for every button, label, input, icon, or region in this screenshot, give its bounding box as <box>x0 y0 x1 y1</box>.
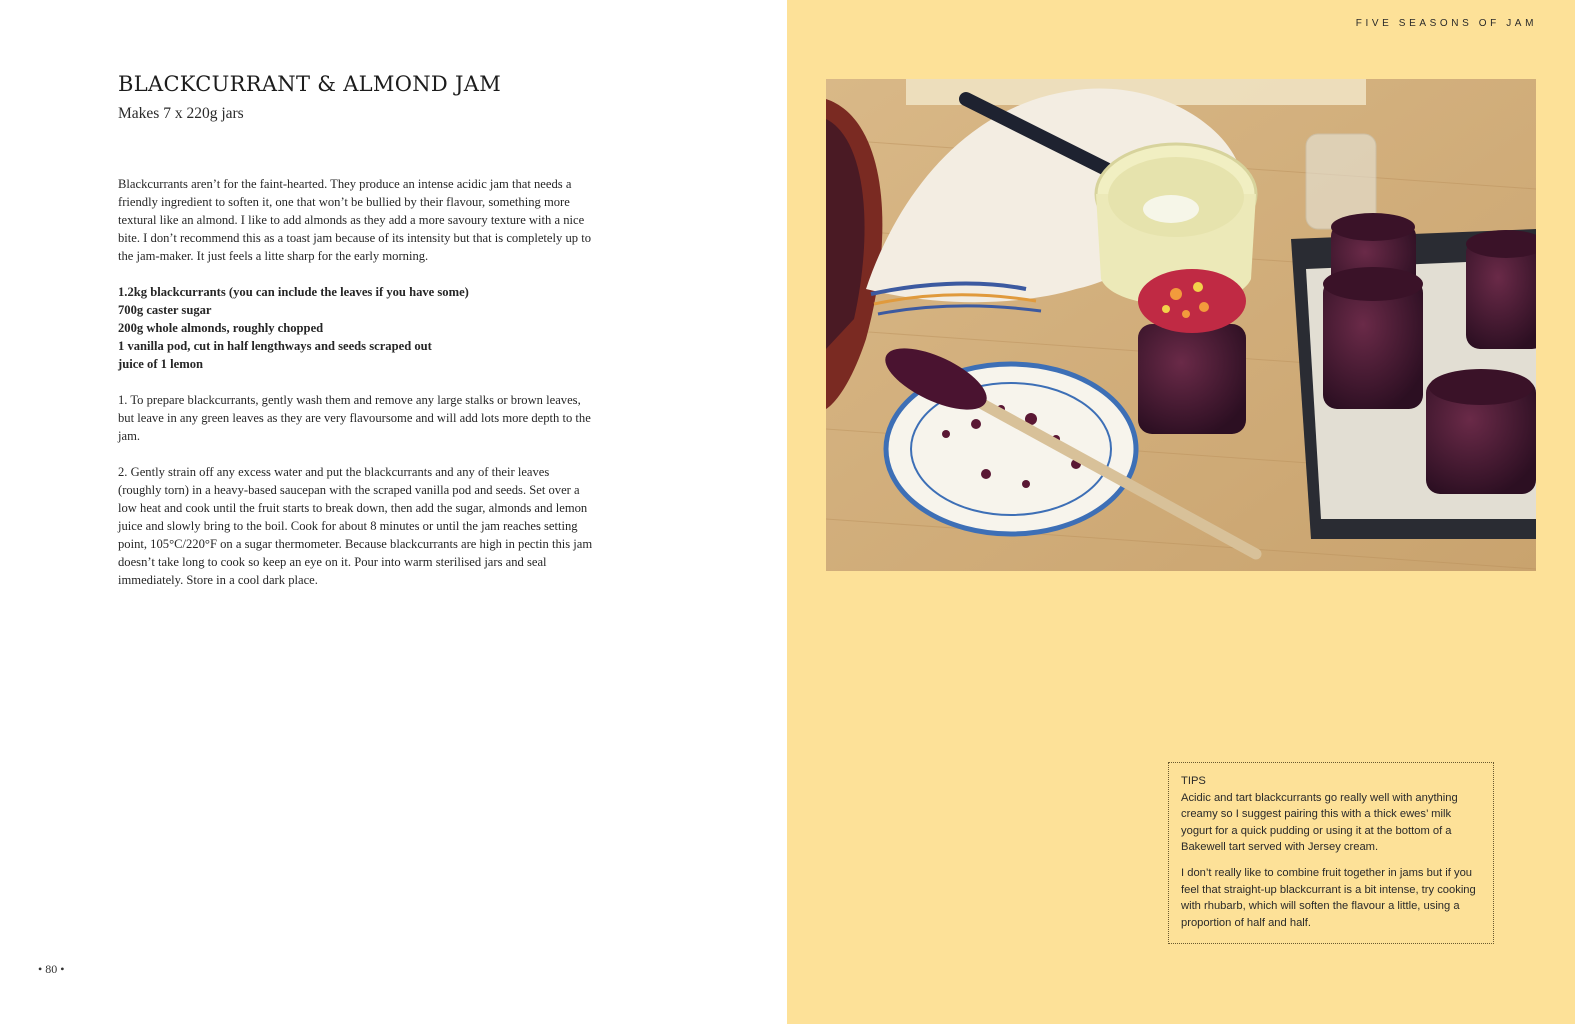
running-head: FIVE SEASONS OF JAM <box>1355 18 1537 29</box>
tip-paragraph: Acidic and tart blackcurrants go really well with anything creamy so I suggest pairing this with a thick ewes’ milk yogurt for a quick pudding or using it at the bottom of a Bakewell tart served with Jersey cream. <box>1181 791 1458 854</box>
ingredient-item: juice of 1 lemon <box>118 357 203 371</box>
jam-jar <box>1138 324 1246 434</box>
ingredient-item: 1 vanilla pod, cut in half lengthways and seeds scraped out <box>118 339 432 353</box>
recipe-yield: Makes 7 x 220g jars <box>118 105 244 122</box>
left-page <box>0 0 787 1024</box>
method-step-2: 2. Gently strain off any excess water and put the blackcurrants and any of their leaves (roughly torn) in a heavy-based saucepan with the scraped vanilla pod and seeds. Set over a low heat and cook until the fruit starts to break down, then add the sugar, almonds and lemon juice and slowly bring to the boil. Cook for about 8 minutes or until the jam reaches setting point, 105°C/220°F on a sugar thermometer. Because blackcurrants are high in pectin this jam doesn’t take long to cook so keep an eye on it. Pour into warm sterilised jars and seal immediately. Store in a cool dark place. <box>118 465 593 587</box>
tips-heading: TIPS <box>1181 775 1206 787</box>
tip-paragraph: I don’t really like to combine fruit together in jams but if you feel that straight-up blackcurrant is a bit intense, try cooking with rhubarb, which will soften the flavour a little, using a proportion of half and half. <box>1181 866 1476 929</box>
jam-jars-photo-illustration <box>826 79 1536 571</box>
ingredient-list <box>118 283 593 373</box>
jar-lid <box>1138 269 1246 333</box>
page-number: • 80 • <box>38 962 65 976</box>
method-step-1: 1. To prepare blackcurrants, gently wash them and remove any large stalks or brown leaves, but leave in any green leaves as they are very flavoursome and will add lots more depth to the jam. <box>118 393 591 443</box>
recipe-title: BLACKCURRANT & ALMOND JAM <box>118 72 502 96</box>
ingredient-item: 700g caster sugar <box>118 303 212 317</box>
ingredient-item: 200g whole almonds, roughly chopped <box>118 321 324 335</box>
recipe-photo <box>826 79 1536 571</box>
ingredient-item: 1.2kg blackcurrants (you can include the leaves if you have some) <box>118 285 469 299</box>
recipe-intro: Blackcurrants aren’t for the faint-hearted. They produce an intense acidic jam that needs a friendly ingredient to soften it, one that won’t be bullied by their flavour, something more textural like an almond. I like to add almonds as they add a more savoury texture with a nice bite. I don’t recommend this as a toast jam because of its intensity but that is completely up to the jam-maker. It just feels a litte sharp for the early morning. <box>118 177 591 263</box>
tips-box <box>1168 762 1494 944</box>
